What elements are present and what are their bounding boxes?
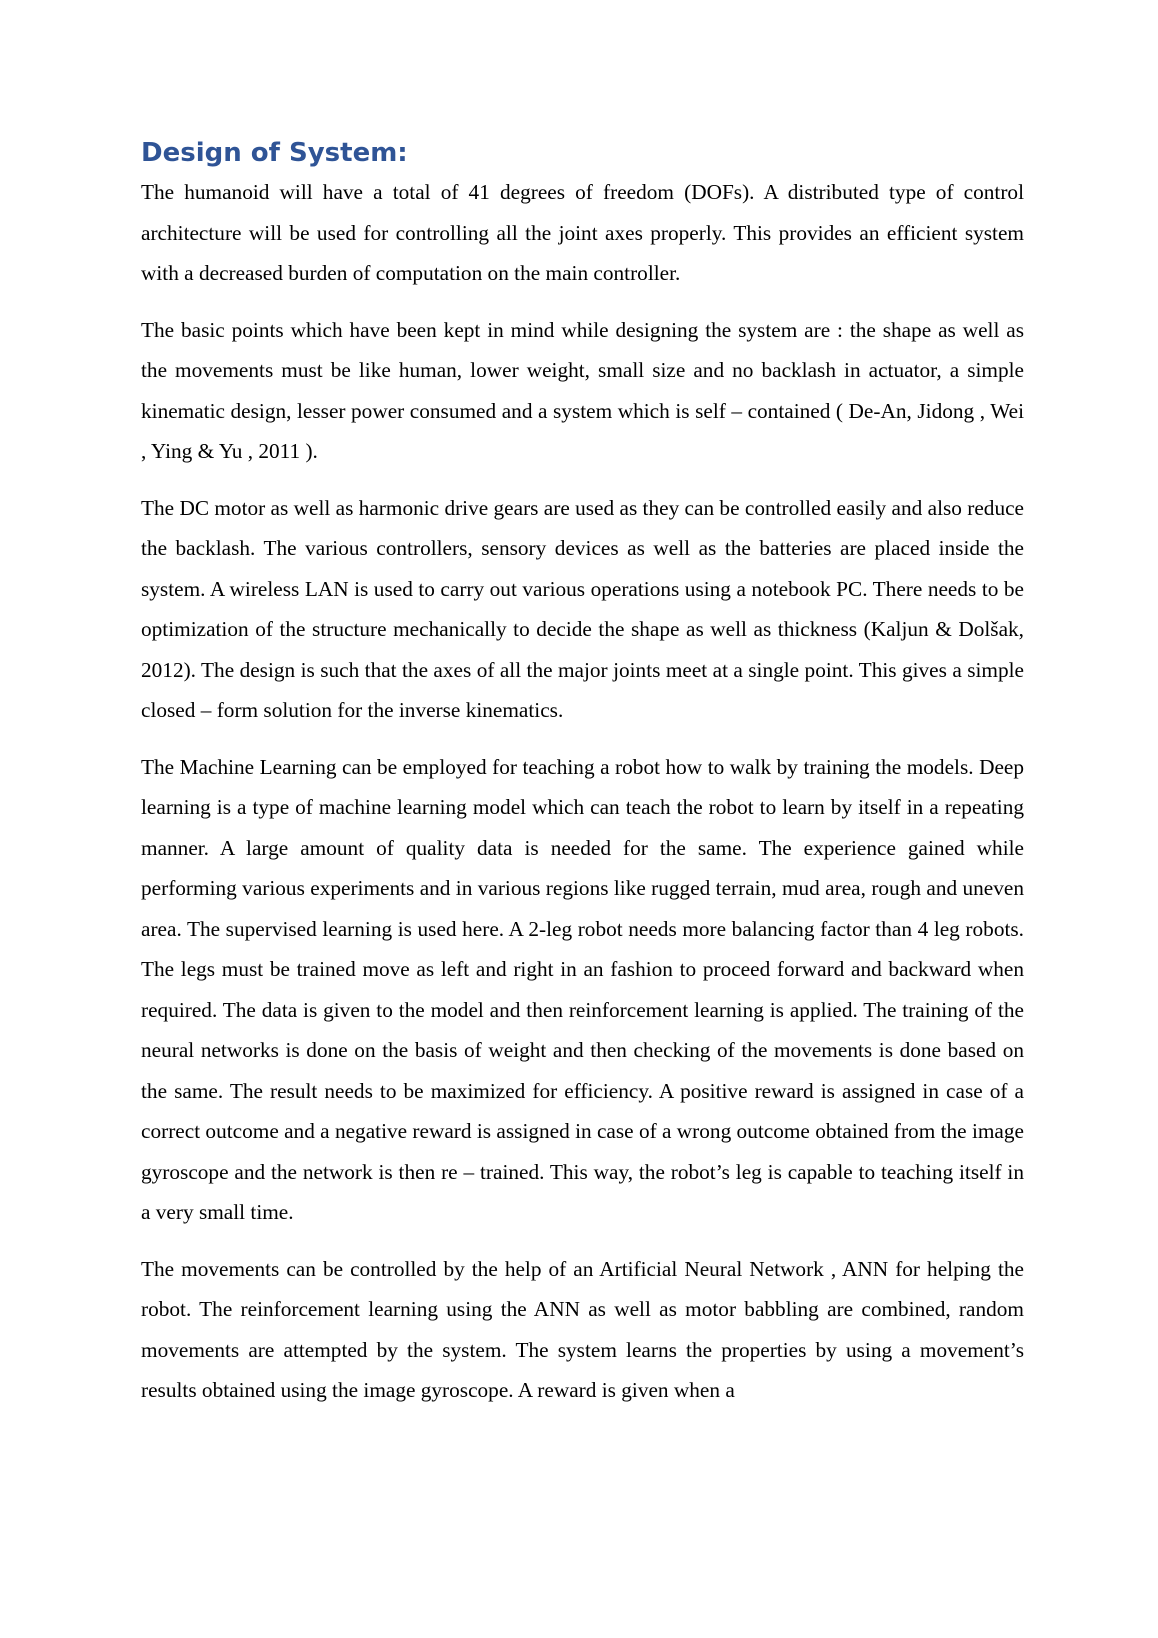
paragraph-design-points: The basic points which have been kept in mind while designing the system are : the shape as well as the movements must be like human, lower weight, small size and no backlash in actuator, a simple kinematic design, lesser power consumed and a system which is self – contained ( De-An, Jidong , Wei , Ying & Yu , 2011 ). xyxy=(141,317,1024,463)
paragraph-dofs: The humanoid will have a total of 41 degrees of freedom (DOFs). A distributed type of control architecture will be used for controlling all the joint axes properly. This provides an efficient system with a decreased burden of computation on the main controller. xyxy=(141,180,1024,285)
paragraph-machine-learning: The Machine Learning can be employed for teaching a robot how to walk by training the models. Deep learning is a type of machine learning model which can teach the robot to learn by itself in a repeating manner. A large amount of quality data is needed for the same. The experience gained while performing various experiments and in various regions like rugged terrain, mud area, rough and uneven area. The supervised learning is used here. A 2-leg robot needs more balancing factor than 4 leg robots. The legs must be trained move as left and right in an fashion to proceed forward and backward when required. The data is given to the model and then reinforcement learning is applied. The training of the neural networks is done on the basis of weight and then checking of the movements is done based on the same. The result needs to be maximized for efficiency. A positive reward is assigned in case of a correct outcome and a negative reward is assigned in case of a wrong outcome obtained from the image gyroscope and the network is then re – trained. This way, the robot’s leg is capable to teaching itself in a very small time. xyxy=(141,754,1024,1224)
document-page xyxy=(141,136,1024,1427)
section-heading: Design of System: xyxy=(141,138,408,168)
paragraph-ann-movements: The movements can be controlled by the help of an Artificial Neural Network , ANN for helping the robot. The reinforcement learning using the ANN as well as motor babbling are combined, random movements are attempted by the system. The system learns the properties by using a movement’s results obtained using the image gyroscope. A reward is given when a xyxy=(141,1256,1024,1402)
paragraph-dc-motor: The DC motor as well as harmonic drive gears are used as they can be controlled easily and also reduce the backlash. The various controllers, sensory devices as well as the batteries are placed inside the system. A wireless LAN is used to carry out various operations using a notebook PC. There needs to be optimization of the structure mechanically to decide the shape as well as thickness (Kaljun & Dolšak, 2012). The design is such that the axes of all the major joints meet at a single point. This gives a simple closed – form solution for the inverse kinematics. xyxy=(141,495,1024,722)
